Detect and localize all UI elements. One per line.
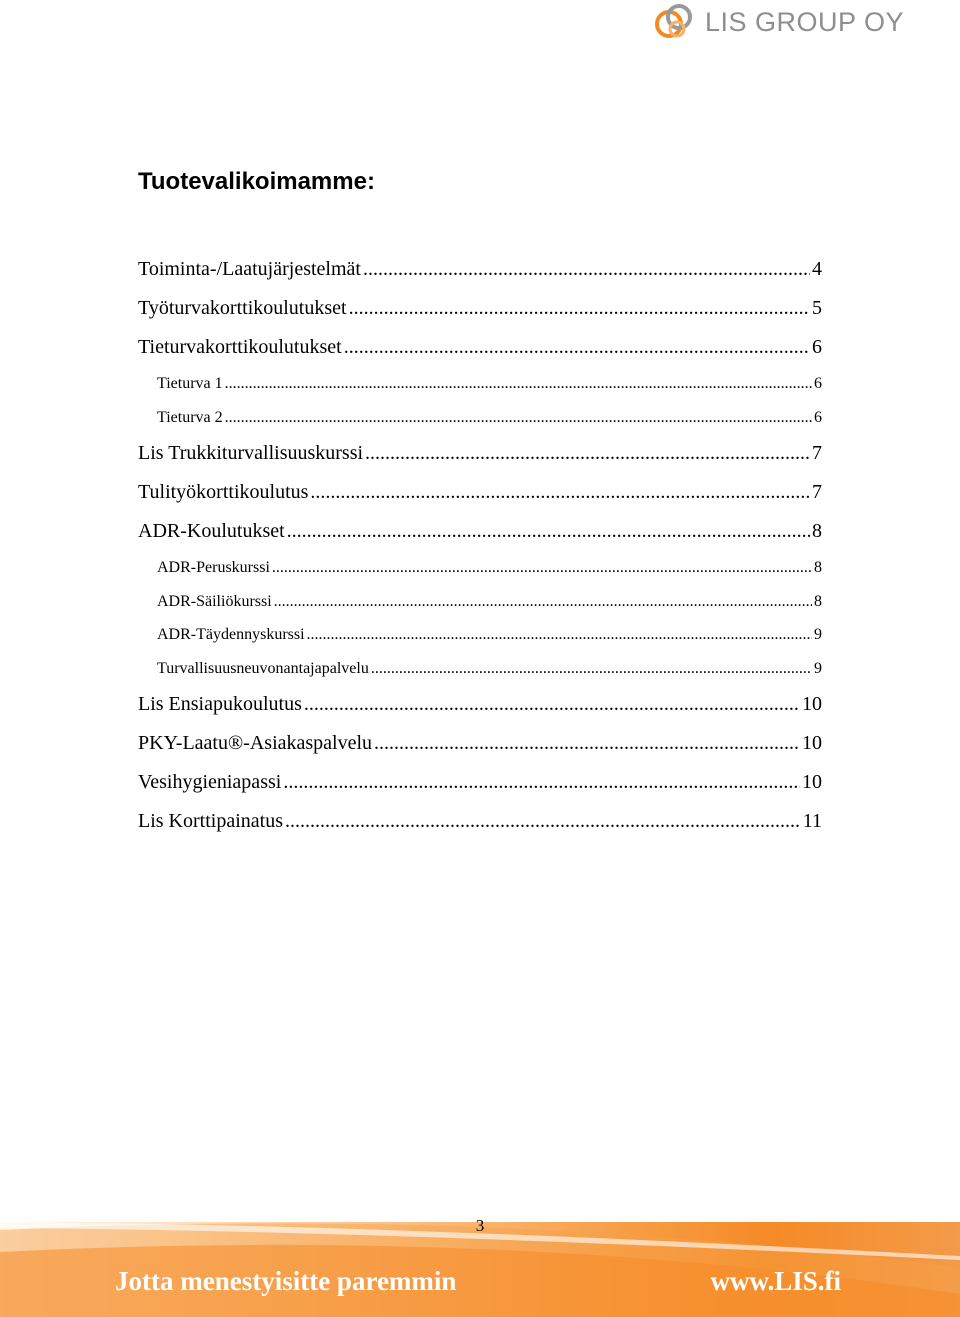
toc-entry[interactable] bbox=[138, 763, 822, 802]
toc-entry-page: 6 bbox=[814, 408, 822, 426]
toc-dot-leader bbox=[365, 434, 810, 473]
toc-entry[interactable] bbox=[138, 551, 822, 585]
toc-entry-page: 6 bbox=[812, 336, 822, 358]
toc-dot-leader bbox=[285, 802, 801, 841]
toc-entry-page: 8 bbox=[812, 520, 822, 542]
toc-entry-title: Tulityökorttikoulutus bbox=[138, 481, 309, 503]
toc-entry-page: 10 bbox=[802, 771, 822, 793]
toc-entry-page: 8 bbox=[814, 559, 822, 576]
toc-entry-title: Työturvakorttikoulutukset bbox=[138, 297, 347, 319]
page-number: 3 bbox=[475, 1216, 485, 1235]
toc-entry[interactable] bbox=[138, 401, 822, 435]
toc-entry-title: ADR-Säiliökurssi bbox=[157, 592, 272, 610]
toc-entry-title: Lis Trukkiturvallisuuskurssi bbox=[138, 442, 364, 464]
table-of-contents bbox=[138, 250, 822, 841]
toc-entry-title: Lis Ensiapukoulutus bbox=[138, 693, 302, 715]
toc-entry-page: 10 bbox=[802, 732, 822, 754]
toc-entry-page: 9 bbox=[814, 659, 822, 677]
toc-entry-page: 4 bbox=[812, 258, 822, 280]
toc-dot-leader bbox=[344, 328, 810, 367]
toc-entry[interactable] bbox=[138, 328, 822, 367]
toc-entry-title: Tieturva 1 bbox=[157, 375, 223, 392]
toc-entry[interactable] bbox=[138, 802, 822, 841]
toc-entry-page: 6 bbox=[814, 375, 822, 392]
toc-entry-page: 5 bbox=[812, 297, 822, 319]
toc-entry[interactable] bbox=[138, 367, 822, 401]
toc-dot-leader bbox=[225, 401, 812, 435]
toc-entry[interactable] bbox=[138, 512, 822, 551]
toc-entry-title: ADR-Peruskurssi bbox=[157, 559, 270, 576]
toc-entry-title: PKY-Laatu®-Asiakaspalvelu bbox=[138, 732, 373, 754]
toc-dot-leader bbox=[283, 763, 800, 802]
toc-entry[interactable] bbox=[138, 250, 822, 289]
toc-entry-title: Tieturvakorttikoulutukset bbox=[138, 336, 342, 358]
toc-entry-page: 7 bbox=[812, 481, 822, 503]
toc-dot-leader bbox=[287, 512, 810, 551]
toc-entry-title: Toiminta-/Laatujärjestelmät bbox=[138, 258, 361, 280]
toc-entry-title: Tieturva 2 bbox=[157, 408, 223, 426]
toc-dot-leader bbox=[274, 585, 812, 619]
toc-entry-title: Turvallisuusneuvonantajapalvelu bbox=[157, 659, 369, 677]
toc-entry[interactable] bbox=[138, 585, 822, 619]
toc-dot-leader bbox=[310, 473, 810, 512]
toc-dot-leader bbox=[371, 652, 812, 686]
toc-entry[interactable] bbox=[138, 724, 822, 763]
toc-entry-page: 7 bbox=[812, 442, 822, 464]
toc-entry-page: 9 bbox=[814, 626, 822, 643]
toc-entry-page: 10 bbox=[802, 693, 822, 715]
footer-url[interactable]: www.LIS.fi bbox=[710, 1266, 841, 1296]
toc-dot-leader bbox=[349, 289, 810, 328]
toc-entry[interactable] bbox=[138, 289, 822, 328]
toc-dot-leader bbox=[225, 367, 812, 401]
toc-entry[interactable] bbox=[138, 473, 822, 512]
toc-dot-leader bbox=[363, 250, 810, 289]
toc-dot-leader bbox=[374, 724, 800, 763]
toc-entry-page: 8 bbox=[814, 592, 822, 610]
toc-entry-title: Lis Korttipainatus bbox=[138, 810, 283, 832]
footer-slogan: Jotta menestyisitte paremmin bbox=[115, 1266, 457, 1296]
company-logo bbox=[653, 0, 904, 44]
page-heading: Tuotevalikoimamme: bbox=[138, 168, 375, 195]
toc-entry-title: Vesihygieniapassi bbox=[138, 771, 282, 793]
toc-entry-title: ADR-Koulutukset bbox=[138, 520, 285, 542]
toc-dot-leader bbox=[307, 618, 812, 652]
toc-dot-leader bbox=[304, 685, 800, 724]
toc-entry-page: 11 bbox=[802, 810, 822, 832]
toc-entry[interactable] bbox=[138, 685, 822, 724]
toc-entry-title: ADR-Täydennyskurssi bbox=[157, 626, 305, 643]
logo-text: LIS GROUP OY bbox=[704, 6, 904, 37]
toc-entry[interactable] bbox=[138, 618, 822, 652]
toc-entry[interactable] bbox=[138, 652, 822, 686]
toc-dot-leader bbox=[272, 551, 812, 585]
lis-rings-logo-icon bbox=[653, 0, 697, 44]
toc-entry[interactable] bbox=[138, 434, 822, 473]
